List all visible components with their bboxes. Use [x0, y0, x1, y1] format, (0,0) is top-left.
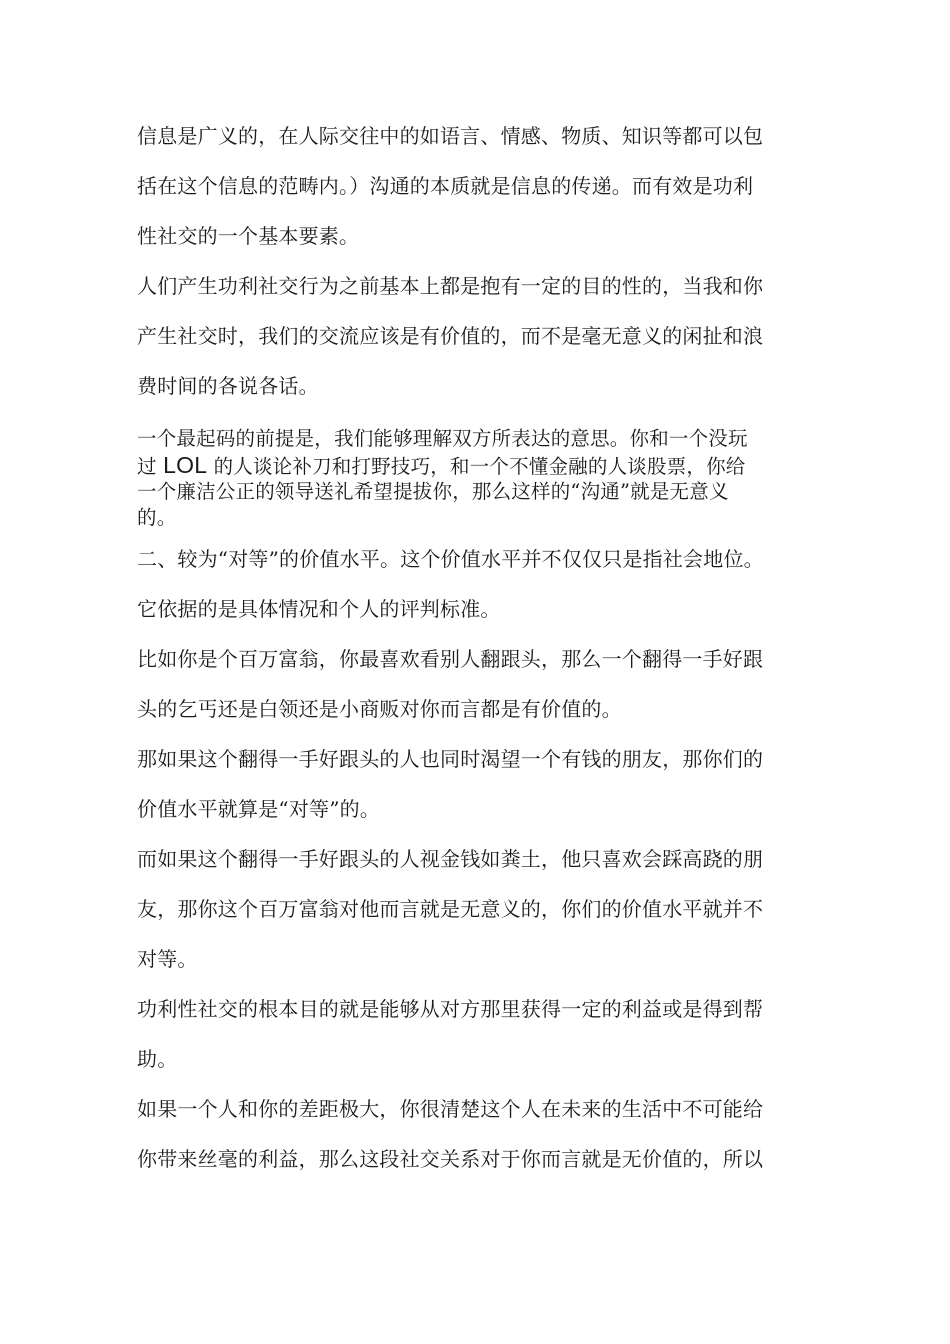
- paragraph-line: 二、较为“对等”的价值水平。这个价值水平并不仅仅只是指社会地位。: [137, 547, 764, 571]
- paragraph-line: 人们产生功利社交行为之前基本上都是抱有一定的目的性的，当我和你: [137, 274, 764, 298]
- line-prefix: 过: [137, 455, 164, 478]
- paragraph-line: 那如果这个翻得一手好跟头的人也同时渴望一个有钱的朋友，那你们的: [137, 747, 764, 771]
- paragraph-line: 助。: [137, 1047, 178, 1071]
- paragraph-line: 功利性社交的根本目的就是能够从对方那里获得一定的利益或是得到帮: [137, 997, 764, 1021]
- line-suffix: 的人谈论补刀和打野技巧，和一个不懂金融的人谈股票，你给: [207, 455, 746, 478]
- paragraph-line: 费时间的各说各话。: [137, 374, 319, 398]
- paragraph-line: 友，那你这个百万富翁对他而言就是无意义的，你们的价值水平就并不: [137, 897, 764, 921]
- paragraph-line: 括在这个信息的范畴内。）沟通的本质就是信息的传递。而有效是功利: [137, 174, 754, 198]
- paragraph-line: 而如果这个翻得一手好跟头的人视金钱如粪土，他只喜欢会踩高跷的朋: [137, 847, 764, 871]
- paragraph-line: 信息是广义的，在人际交往中的如语言、情感、物质、知识等都可以包: [137, 124, 764, 148]
- paragraph-line: 头的乞丐还是白领还是小商贩对你而言都是有价值的。: [137, 697, 622, 721]
- paragraph-line: 性社交的一个基本要素。: [137, 224, 360, 248]
- paragraph-line-with-latin: [137, 453, 817, 479]
- paragraph-line: 的。: [137, 506, 177, 529]
- paragraph-line: 产生社交时，我们的交流应该是有价值的，而不是毫无意义的闲扯和浪: [137, 324, 764, 348]
- paragraph-line: 你带来丝毫的利益，那么这段社交关系对于你而言就是无价值的，所以: [137, 1147, 764, 1171]
- paragraph-line: 价值水平就算是“对等”的。: [137, 797, 381, 821]
- latin-term: LOL: [163, 452, 208, 478]
- paragraph-line: 如果一个人和你的差距极大，你很清楚这个人在未来的生活中不可能给: [137, 1097, 764, 1121]
- paragraph-line: 一个廉洁公正的领导送礼希望提拔你，那么这样的“沟通”就是无意义: [137, 480, 729, 503]
- paragraph-line: 它依据的是具体情况和个人的评判标准。: [137, 597, 501, 621]
- paragraph-line: 一个最起码的前提是，我们能够理解双方所表达的意思。你和一个没玩: [137, 427, 748, 450]
- paragraph-line: 对等。: [137, 947, 198, 971]
- paragraph-line: 比如你是个百万富翁，你最喜欢看别人翻跟头，那么一个翻得一手好跟: [137, 647, 764, 671]
